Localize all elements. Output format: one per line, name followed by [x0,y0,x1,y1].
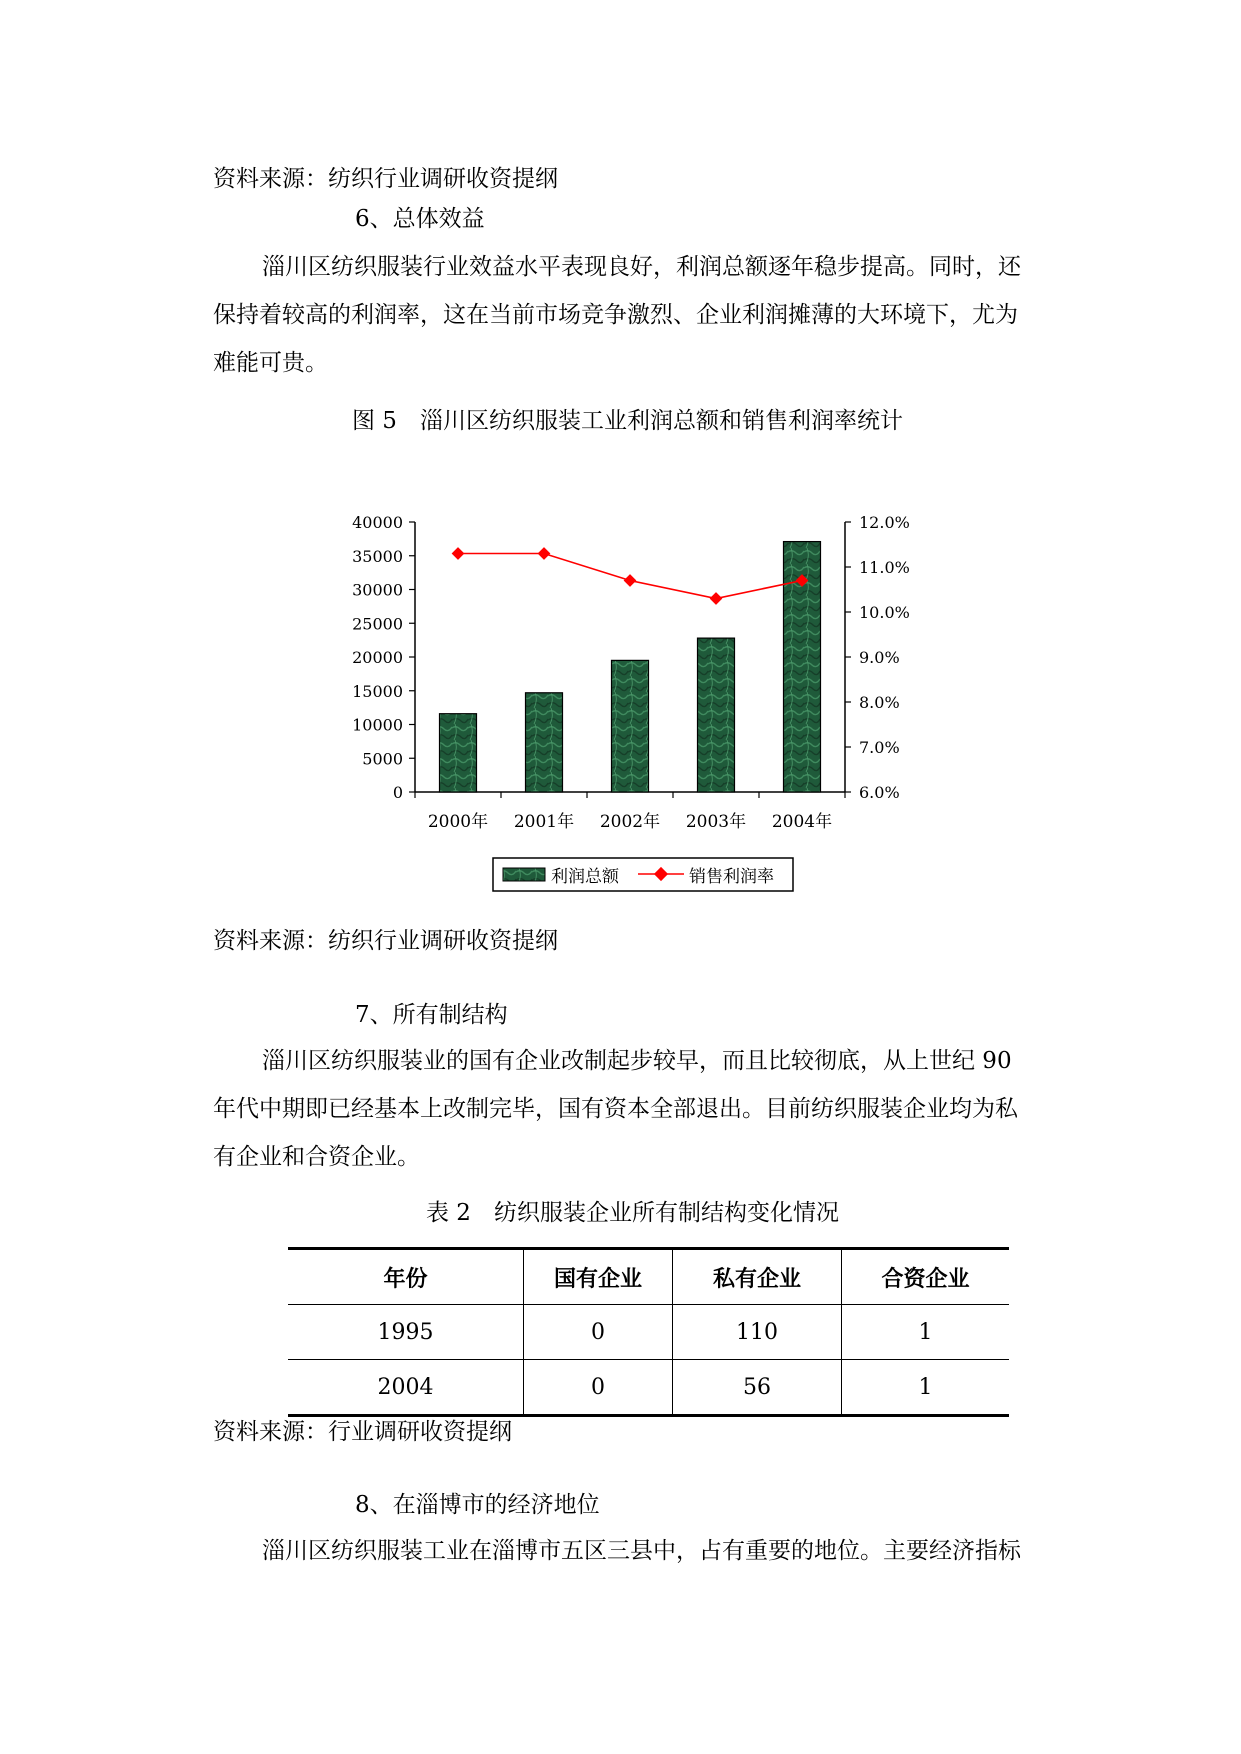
legend-line-label: 销售利润率 [689,867,774,887]
paragraph-line: 淄川区纺织服装工业在淄博市五区三县中，占有重要的地位。主要经济指标 [262,1538,1021,1564]
y-right-tick-label: 11.0% [859,558,910,577]
ownership-table [288,1247,1009,1417]
y-right-tick-label: 6.0% [859,783,900,802]
header-year: 年份 [288,1249,524,1305]
chart-legend [493,858,793,891]
table-cell: 2004 [288,1360,524,1416]
bar [526,693,563,792]
rate-point [452,547,465,560]
table-cell: 0 [524,1305,673,1360]
y-left-tick-label: 10000 [352,715,403,735]
legend-bar-label: 利润总额 [551,867,619,887]
paragraph-line: 保持着较高的利润率，这在当前市场竞争激烈、企业利润摊薄的大环境下，尤为 [213,302,1018,328]
x-tick-label: 2000年 [427,812,489,832]
source-note: 资料来源：行业调研收资提纲 [213,1419,512,1445]
y-left-tick-label: 20000 [352,648,403,667]
source-note: 资料来源：纺织行业调研收资提纲 [213,166,558,192]
table-cell: 56 [673,1360,842,1416]
rate-point [538,547,551,560]
rate-point [624,574,637,587]
table-cell: 1 [842,1305,1010,1360]
y-right-tick-label: 10.0% [859,603,910,622]
y-left-tick-label: 5000 [362,749,403,769]
bar [440,714,477,792]
header-private: 私有企业 [673,1249,842,1305]
paragraph-line: 有企业和合资企业。 [213,1144,420,1170]
y-left-tick-label: 35000 [352,546,403,566]
paragraph-line: 淄川区纺织服装业的国有企业改制起步较早，而且比较彻底，从上世纪 90 [262,1048,1012,1074]
section-heading: 8、在淄博市的经济地位 [355,1492,600,1518]
paragraph [213,252,1085,396]
x-tick-label: 2002年 [599,812,661,832]
table-header-row [288,1249,1009,1305]
table-row [288,1360,1009,1416]
section-heading: 6、总体效益 [355,206,485,232]
header-state-owned: 国有企业 [524,1249,673,1305]
table-cell: 110 [673,1305,842,1360]
y-right-tick-label: 7.0% [859,738,900,757]
source-note: 资料来源：纺织行业调研收资提纲 [213,928,558,954]
legend-bar-swatch [503,868,545,881]
y-left-tick-label: 30000 [352,580,403,600]
y-left-tick-label: 40000 [352,513,403,532]
section-heading: 7、所有制结构 [355,1002,508,1028]
paragraph-line: 难能可贵。 [213,350,328,376]
table-row [288,1305,1009,1360]
paragraph-line: 淄川区纺织服装行业效益水平表现良好，利润总额逐年稳步提高。同时，还 [262,254,1021,280]
y-left-tick-label: 15000 [352,681,403,701]
x-tick-label: 2001年 [513,812,575,832]
header-joint-venture: 合资企业 [842,1249,1010,1305]
paragraph [213,1046,1018,1190]
y-right-tick-label: 8.0% [859,693,900,712]
paragraph-line: 年代中期即已经基本上改制完毕，国有资本全部退出。目前纺织服装企业均为私 [213,1096,1018,1122]
figure-caption: 图 5 淄川区纺织服装工业利润总额和销售利润率统计 [352,408,903,434]
bar [612,660,649,792]
rate-point [710,592,723,605]
y-left-tick-label: 25000 [352,614,403,634]
table-cell: 0 [524,1360,673,1416]
table-cell: 1 [842,1360,1010,1416]
table-cell: 1995 [288,1305,524,1360]
y-right-tick-label: 12.0% [859,513,910,532]
x-tick-label: 2004年 [771,812,833,832]
table-caption: 表 2 纺织服装企业所有制结构变化情况 [426,1200,839,1226]
y-right-tick-label: 9.0% [859,648,900,667]
x-tick-label: 2003年 [685,812,747,832]
profit-chart [340,500,910,895]
y-left-tick-label: 0 [392,783,403,802]
bar [698,638,735,792]
